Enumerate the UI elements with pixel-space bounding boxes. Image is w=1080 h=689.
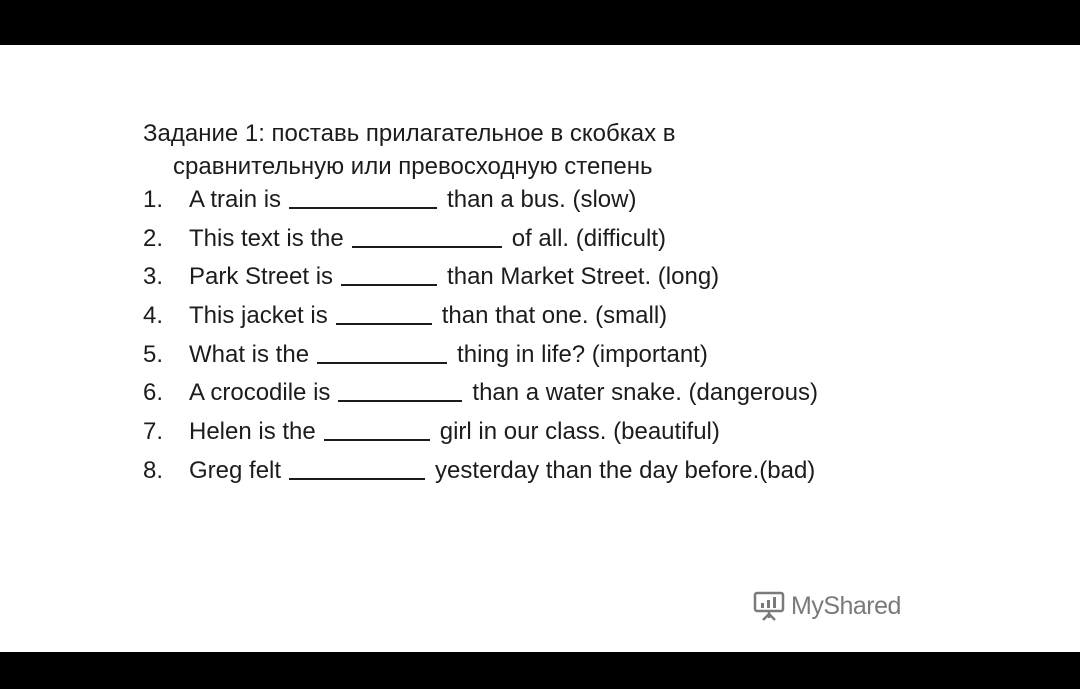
item-number: 5. (143, 340, 164, 368)
myshared-logo (752, 590, 901, 622)
task-title (143, 117, 903, 183)
exercise-item-8 (143, 456, 1003, 495)
item-text-before: Helen is the (189, 418, 316, 446)
exercise-item-7 (143, 417, 1003, 456)
answer-blank (324, 419, 430, 441)
item-number: 6. (143, 379, 164, 407)
exercise-item-3 (143, 262, 1003, 301)
item-text-before: This jacket is (189, 302, 328, 330)
exercise-item-6 (143, 378, 1003, 417)
item-text-after: than Market Street. (long) (447, 263, 720, 291)
answer-blank (336, 303, 432, 325)
item-text-after: than that one. (small) (441, 302, 668, 330)
top-black-bar (0, 0, 1080, 45)
exercise-item-5 (143, 340, 1003, 379)
item-text-after: yesterday than the day before.(bad) (435, 456, 816, 484)
presentation-board-icon (752, 590, 786, 622)
task-title-line-2: сравнительную или превосходную степень (173, 153, 653, 180)
item-number: 1. (143, 186, 164, 213)
item-text-after: thing in life? (important) (457, 340, 708, 368)
logo-text: MyShared (791, 591, 901, 620)
item-text-before: Greg felt (189, 456, 282, 484)
answer-blank (289, 187, 437, 209)
item-text-after: of all. (difficult) (511, 224, 667, 252)
answer-blank (338, 380, 462, 402)
slide (0, 45, 1080, 652)
task-title-line-1: Задание 1: поставь прилагательное в скобках в (143, 120, 676, 147)
item-text-before: This text is the (189, 224, 344, 252)
exercise-item-2 (143, 224, 1003, 263)
answer-blank (352, 226, 502, 248)
item-text-before: Park Street is (189, 263, 334, 291)
exercise-item-4 (143, 301, 1003, 340)
item-number: 2. (143, 224, 164, 252)
item-number: 7. (143, 418, 164, 446)
answer-blank (317, 342, 447, 364)
item-number: 8. (143, 456, 164, 484)
item-text-after: than a bus. (slow) (447, 186, 637, 213)
answer-blank (289, 458, 425, 480)
bottom-black-bar (0, 652, 1080, 689)
item-text-before: A train is (189, 186, 282, 213)
item-number: 4. (143, 302, 164, 330)
item-text-after: than a water snake. (dangerous) (472, 379, 818, 407)
item-text-after: girl in our class. (beautiful) (439, 418, 720, 446)
exercise-list (143, 185, 1003, 495)
exercise-item-1 (143, 185, 1003, 224)
answer-blank (341, 264, 437, 286)
item-text-before: What is the (189, 340, 310, 368)
item-text-before: A crocodile is (189, 379, 331, 407)
item-number: 3. (143, 263, 164, 291)
